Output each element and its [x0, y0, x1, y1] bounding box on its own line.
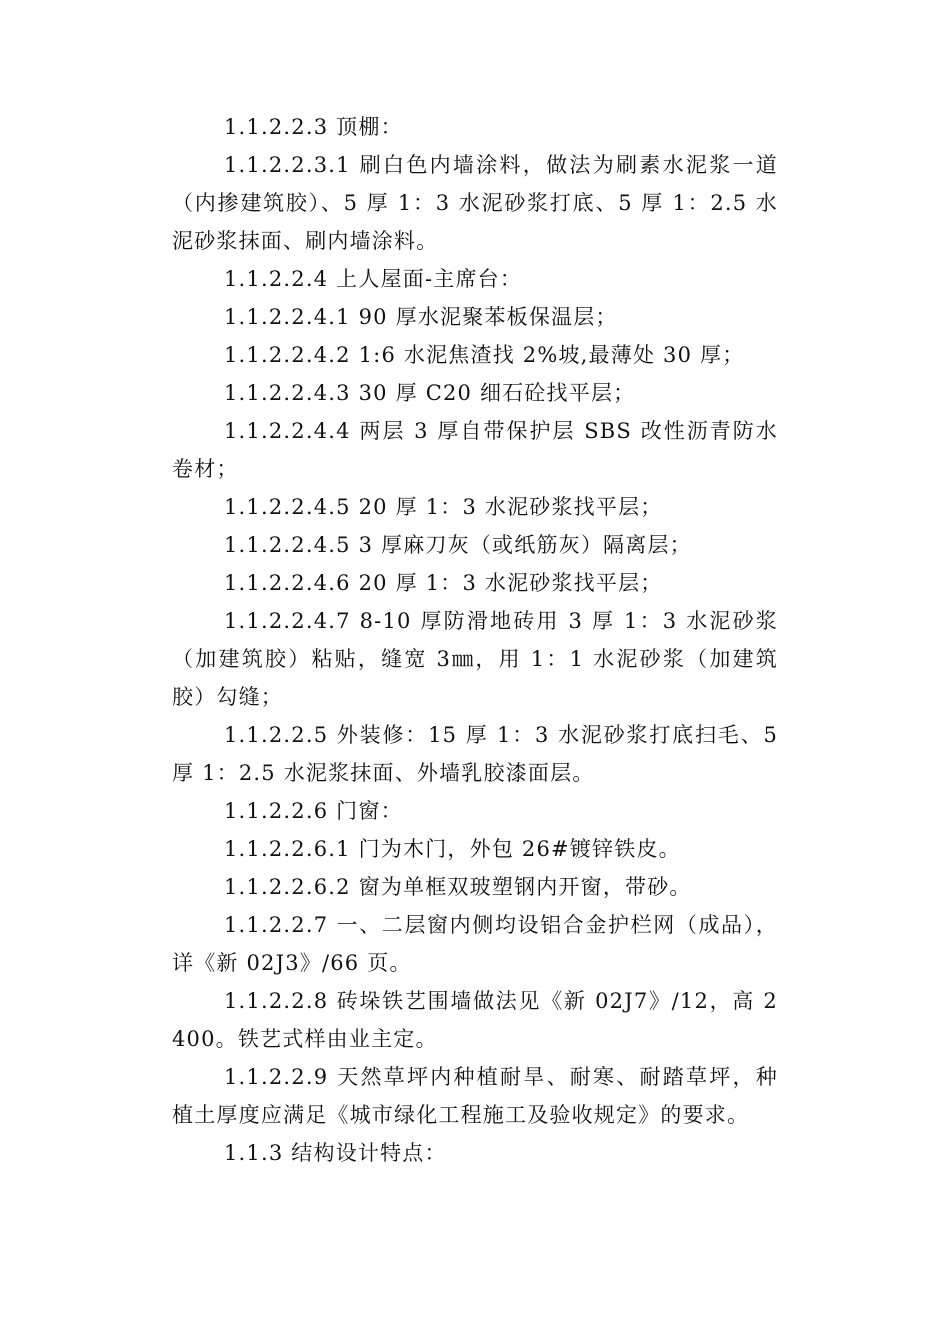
paragraph-roof-leveling: 1.1.2.2.4.3 30 厚 C20 细石砼找平层；: [224, 381, 636, 405]
document-page: [172, 108, 778, 1172]
heading-ceiling: 1.1.2.2.3 顶棚：: [224, 115, 403, 139]
paragraph-fence: 1.1.2.2.8 砖垛铁艺围墙做法见《新 02J7》/12，高 2400。铁艺式样由业主定。: [172, 989, 778, 1051]
paragraph-roof-insulation: 1.1.2.2.4.1 90 厚水泥聚苯板保温层；: [224, 305, 618, 329]
paragraph-exterior: 1.1.2.2.5 外装修：15 厚 1：3 水泥砂浆打底扫毛、5 厚 1：2.5 水泥浆抹面、外墙乳胶漆面层。: [172, 723, 778, 785]
heading-roof: 1.1.2.2.4 上人屋面-主席台：: [224, 267, 523, 291]
paragraph-roof-waterproof: 1.1.2.2.4.4 两层 3 厚自带保护层 SBS 改性沥青防水卷材；: [172, 419, 778, 481]
paragraph-roof-mortar-2: 1.1.2.2.4.6 20 厚 1：3 水泥砂浆找平层；: [224, 571, 663, 595]
paragraph-roof-tiles: 1.1.2.2.4.7 8-10 厚防滑地砖用 3 厚 1：3 水泥砂浆（加建筑胶）粘贴，缝宽 3㎜，用 1：1 水泥砂浆（加建筑胶）勾缝；: [172, 609, 778, 709]
paragraph-ceiling-paint: 1.1.2.2.3.1 刷白色内墙涂料，做法为刷素水泥浆一道（内掺建筑胶）、5 厚 1：3 水泥砂浆打底、5 厚 1：2.5 水泥砂浆抹面、刷内墙涂料。: [172, 153, 778, 253]
paragraph-roof-slope: 1.1.2.2.4.2 1:6 水泥焦渣找 2%坡,最薄处 30 厚；: [224, 343, 745, 367]
paragraph-roof-isolation: 1.1.2.2.4.5 3 厚麻刀灰（或纸筋灰）隔离层；: [224, 533, 692, 557]
heading-structure: 1.1.3 结构设计特点：: [224, 1141, 447, 1165]
paragraph-roof-mortar: 1.1.2.2.4.5 20 厚 1：3 水泥砂浆找平层；: [224, 495, 663, 519]
paragraph-window-guard: 1.1.2.2.7 一、二层窗内侧均设铝合金护栏网（成品），详《新 02J3》/66 页。: [172, 913, 778, 975]
heading-doors-windows: 1.1.2.2.6 门窗：: [224, 799, 403, 823]
paragraph-lawn: 1.1.2.2.9 天然草坪内种植耐旱、耐寒、耐踏草坪，种植土厚度应满足《城市绿化工程施工及验收规定》的要求。: [172, 1065, 778, 1127]
paragraph-doors: 1.1.2.2.6.1 门为木门，外包 26#镀锌铁皮。: [224, 837, 681, 861]
paragraph-windows: 1.1.2.2.6.2 窗为单框双玻塑钢内开窗，带砂。: [224, 875, 692, 899]
